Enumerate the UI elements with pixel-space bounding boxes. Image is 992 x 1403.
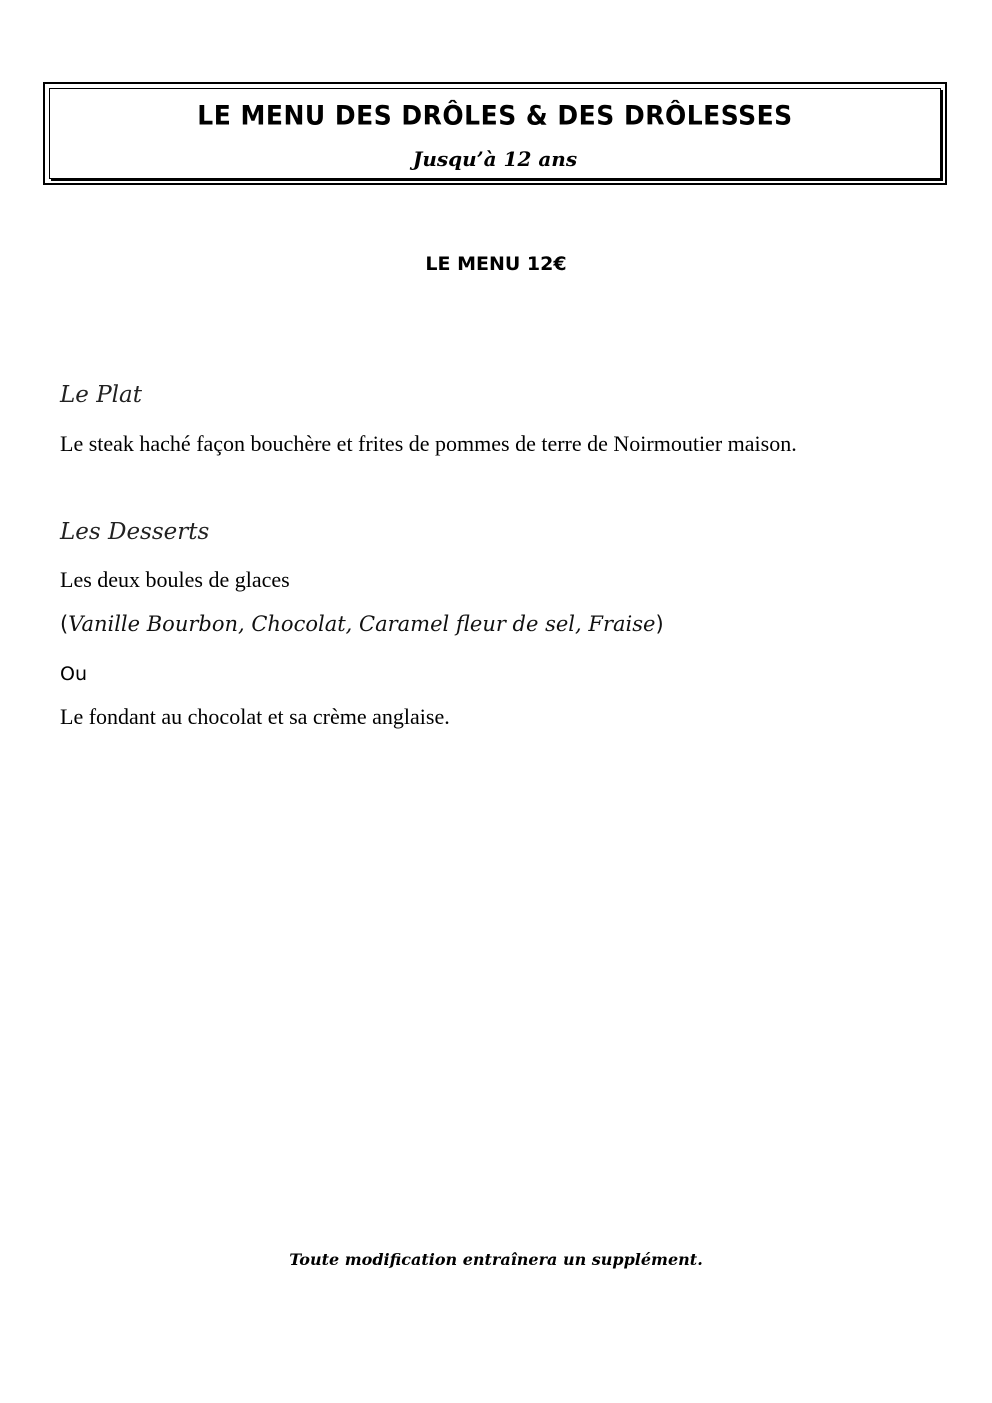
dessert-option-fondant: Le fondant au chocolat et sa crème anglaise. [60, 704, 450, 729]
flavours-list: Vanille Bourbon, Chocolat, Caramel fleur de sel, Fraise [68, 612, 656, 636]
menu-price: LE MENU 12€ [425, 253, 567, 275]
flavours-close-paren: ) [655, 612, 664, 636]
plat-description: Le steak haché façon bouchère et frites de pommes de terre de Noirmoutier maison. [60, 431, 797, 456]
dessert-option-ice-cream: Les deux boules de glaces [60, 567, 290, 592]
or-separator: Ou [60, 663, 87, 685]
desserts-heading: Les Desserts [60, 519, 210, 545]
ice-cream-flavours [60, 612, 664, 636]
header-inner-frame [49, 88, 941, 179]
flavours-open-paren: ( [60, 612, 69, 636]
footer-note: Toute modification entraînera un supplément. [289, 1250, 703, 1269]
header-box [43, 82, 947, 185]
menu-subtitle: Jusqu’à 12 ans [412, 147, 578, 171]
menu-title: LE MENU DES DRÔLES & DES DRÔLESSES [197, 100, 793, 131]
plat-heading: Le Plat [60, 382, 142, 408]
